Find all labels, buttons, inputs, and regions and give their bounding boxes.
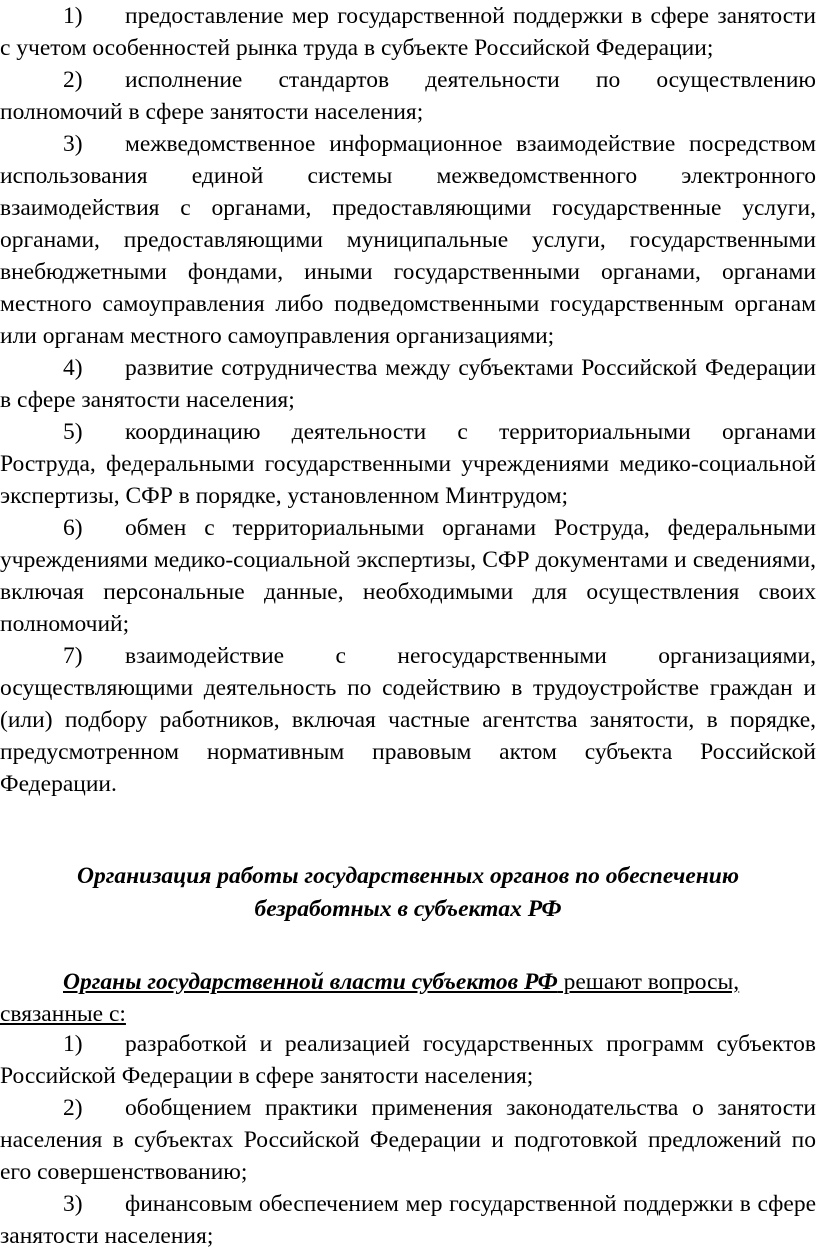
list-item-text: взаимодействие с негосударственными организациями, осуществляющими деятельность по содействию в трудоустройстве граждан и (или) подбору работников, включая частные агентства занятости, в порядке, предусмотренном нормативным правовым актом субъекта Российской Федерации. [0,643,816,797]
list-item-text: разработкой и реализацией государственных программ субъектов Российской Федерации в сфере занятости населения; [0,1031,816,1089]
list-item-number: 4) [63,355,83,381]
list-item-text: обобщением практики применения законодательства о занятости населения в субъектах Российской Федерации и подготовкой предложений по его совершенствованию; [0,1095,816,1185]
section-heading [0,860,816,926]
list-item-number: 3) [63,131,83,157]
list-item-number: 1) [63,3,83,29]
list-item [0,128,816,352]
intro-rest: решают вопросы, связанные с: [0,969,740,1027]
list-item [0,352,816,416]
list-item-number: 7) [63,643,83,669]
list-item-number: 2) [63,67,83,93]
list-item [0,64,816,128]
list-item [0,0,816,64]
list-item-text: межведомственное информационное взаимодействие посредством использования единой системы межведомственного электронного взаимодействия с органами, предоставляющими государственные услуги, органами, предоставляющими муниципальные услуги, государственными внебюджетными фондами, иными государственными органами, органами местного самоуправления либо подведомственными государственным органам или органам местного самоуправления организациями; [0,131,816,349]
list-item [0,640,816,800]
list-item-text: финансовым обеспечением мер государственной поддержки в сфере занятости населения; [0,1191,816,1249]
list-item-number: 6) [63,515,83,541]
intro-subject: Органы государственной власти субъектов РФ [63,969,558,995]
list-item [0,1188,816,1252]
list-item [0,416,816,512]
list-item [0,1028,816,1092]
list-item-text: обмен с территориальными органами Роструда, федеральными учреждениями медико-социальной экспертизы, СФР документами и сведениями, включая персональные данные, необходимыми для осуществления своих полномочий; [0,515,816,637]
list-item-number: 5) [63,419,83,445]
list-item [0,1092,816,1188]
list-item [0,512,816,640]
list-bottom [0,1028,816,1252]
list-item-number: 1) [63,1031,83,1057]
list-item-number: 2) [63,1095,83,1121]
list-item-number: 3) [63,1191,83,1217]
list-item-text: предоставление мер государственной поддержки в сфере занятости с учетом особенностей рынка труда в субъекте Российской Федерации; [0,3,816,61]
heading-line-2: безработных в субъектах РФ [254,896,562,922]
heading-line-1: Организация работы государственных органов по обеспечению [76,863,740,889]
list-item-text: координацию деятельности с территориальными органами Роструда, федеральными государственными учреждениями медико-социальной экспертизы, СФР в порядке, установленном Минтрудом; [0,419,816,509]
intro-paragraph [0,966,816,1030]
list-item-text: исполнение стандартов деятельности по осуществлению полномочий в сфере занятости населения; [0,67,816,125]
list-item-text: развитие сотрудничества между субъектами Российской Федерации в сфере занятости населения; [0,355,816,413]
